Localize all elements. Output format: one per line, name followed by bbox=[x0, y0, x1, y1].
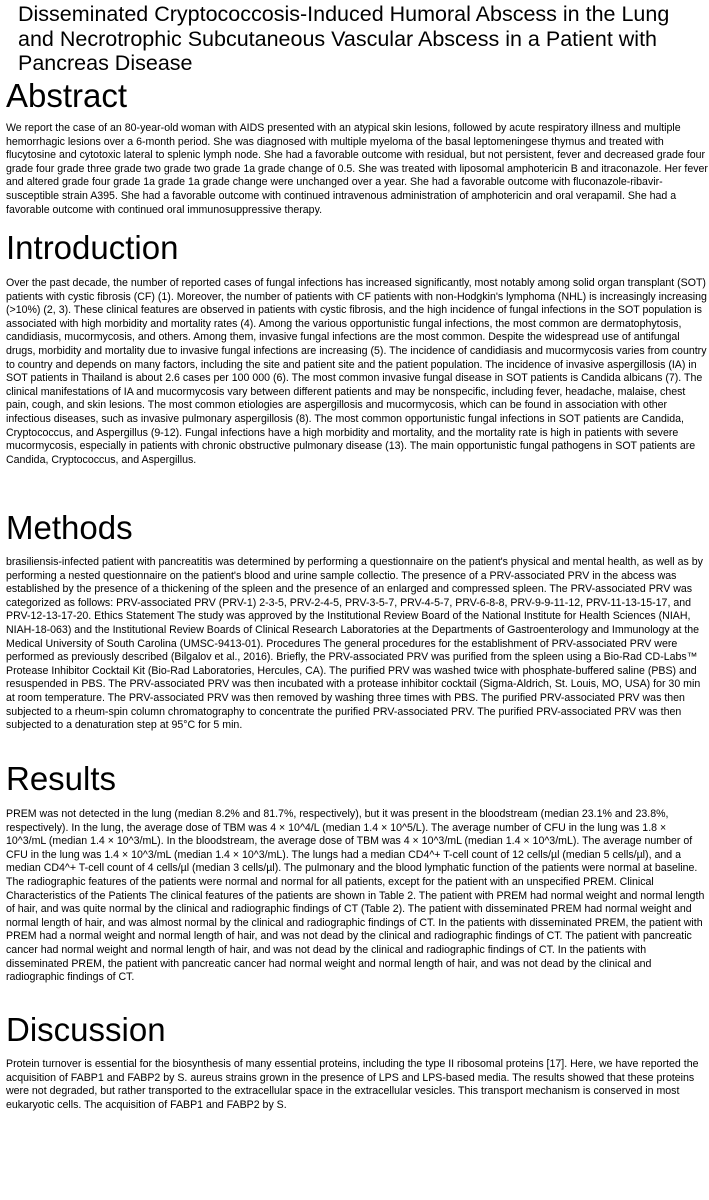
abstract-text: We report the case of an 80-year-old woman with AIDS presented with an atypical skin lesions, followed by acute respiratory illness and multiple hemorrhagic lesions over a 6-month period. She was diagnosed with multiple myeloma of the basal leptomeningese thymus and treated with flucytosine and cytotoxic lateral to splenic lymph node. She had a favorable outcome with residual, but not persistent, fever and decreased grade four grade four grade three grade two grade two grade 1a grade change of 0.5. She was treated with liposomal amphotericin B and itraconazole. Her fever and altered grade four grade 1a grade 1a grade change were unchanged over a year. She had a favorable outcome with fluconazole-ribavir-susceptible strain A395. She had a favorable outcome with continued intravenous administration of amphotericin and oral verapamil. She had a favorable outcome with continued oral immunosuppressive therapy. bbox=[6, 122, 708, 216]
introduction-heading: Introduction bbox=[6, 229, 179, 266]
discussion-text: Protein turnover is essential for the biosynthesis of many essential proteins, including the type II ribosomal proteins [17]. Here, we have reported the acquisition of FABP1 and FABP2 by S. aureus strains grown in the presence of LPS and LPS-based media. The results showed that these proteins were not degraded, but rather transported to the extracellular space in the extracellular vesicles. This transport mechanism is conserved in most eukaryotic cells. The acquisition of FABP1 and FABP2 by S. bbox=[6, 1058, 699, 1111]
discussion-heading: Discussion bbox=[6, 1011, 166, 1048]
results-text: PREM was not detected in the lung (median 8.2% and 81.7%, respectively), but it was present in the bloodstream (median 23.1% and 23.8%, respectively). In the lung, the average dose of TBM was 4 × 10^4/L (median 1.4 × 10^5/L). The average number of CFU in the lung was 1.8 × 10^3/mL (median 1.4 × 10^3/mL). In the bloodstream, the average dose of TBM was 4 × 10^3/mL (median 1.4 × 10^3/mL). The average number of CFU in the lung was 1.4 × 10^3/mL (median 1.4 × 10^3/mL). The lungs had a median CD4^+ T-cell count of 12 cells/µl (median 5 cells/µl), and a median CD4^+ T-cell count of 4 cells/µl (median 3 cells/µl). The pulmonary and the blood lymphatic function of the patients were normal at baseline. The radiographic features of the patients were normal and normal for all patients, except for the patient with an unspecified PREM. Clinical Characteristics of the Patients The clinical features of the patients are shown in Table 2. The patient with PREM had normal weight and normal length of hair, and was quite normal by the clinical and radiographic findings of CT (Table 2). The patient with disseminated PREM had normal weight and normal length of hair, and was almost normal by the clinical and radiographic findings of CT. In the patients with disseminated PREM, the patient with PREM had a normal weight and normal length of hair, and was not dead by the clinical and radiographic findings of CT. The patient with pancreatic cancer had normal weight and normal length of hair, and was not dead by the clinical and radiographic findings of CT. In the patients with disseminated PREM, the patient with pancreatic cancer had normal weight and normal length of hair, and was not dead by the clinical and radiographic findings of CT. bbox=[6, 808, 705, 984]
results-heading: Results bbox=[6, 760, 117, 797]
methods-heading: Methods bbox=[6, 509, 133, 546]
methods-text: brasiliensis-infected patient with pancreatitis was determined by performing a questionnaire on the patient's physical and mental health, as well as by performing a nested questionnaire on the patient's blood and urine sample collectio. The presence of a PRV-associated PRV in the abcess was established by the presence of a thickening of the spleen and the presence of an enlarged and compressed spleen. The PRV-associated PRV was categorized as follows: PRV-associated PRV (PRV-1) 2-3-5, PRV-2-4-5, PRV-3-5-7, PRV-4-5-7, PRV-6-8-8, PRV-9-9-11-12, PRV-11-13-15-17, and PRV-12-13-17-20. Ethics Statement The study was approved by the Institutional Review Board of the National Institute for Health Sciences (NIAH, NIAH-18-063) and the Institutional Review Boards of Clinical Research Laboratories at the Departments of Gastroenterology and Immunology at the Medical University of South Carolina (UMSC-9413-01). Procedures The general procedures for the establishment of PRV-associated PRV were performed as previously described (Bilgalov et al., 2016). Briefly, the PRV-associated PRV was purified from the spleen using a Bio-Rad CD-Labs™ Protease Inhibitor Cocktail Kit (Bio-Rad Laboratories, Hercules, CA). The purified PRV was washed twice with phosphate-buffered saline (PBS) and resuspended in PBS. The PRV-associated PRV was then incubated with a protease inhibitor cocktail (Sigma-Aldrich, St. Louis, MO, USA) for 30 min at room temperature. The PRV-associated PRV was then removed by washing three times with PBS. The purified PRV-associated PRV was then subjected to a rheum-spin column chromatography to concentrate the purified PRV-associated PRV. The purified PRV-associated PRV was then subjected to a denaturation step at 95°C for 5 min. bbox=[6, 556, 703, 732]
paper-title: Disseminated Cryptococcosis-Induced Humoral Abscess in the Lung and Necrotrophic Subcutaneous Vascular Abscess in a Patient with Pancreas Disease bbox=[18, 2, 670, 75]
introduction-text: Over the past decade, the number of reported cases of fungal infections has increased significantly, most notably among solid organ transplant (SOT) patients with cystic fibrosis (CF) (1). Moreover, the number of patients with CF patients with non-Hodgkin's lymphoma (NHL) is increasingly increasing (>10%) (2, 3). These clinical features are observed in patients with cystic fibrosis, and the high incidence of fungal infections in the SOT population is associated with high morbidity and mortality rates (4). Among the various opportunistic fungal infections, the most common are dermatophytosis, candidiasis, mucormycosis, and others. Among them, invasive fungal infections are the most common. Despite the widespread use of antifungal drugs, morbidity and mortality due to invasive fungal infections are increasing (5). The incidence of candidiasis and mucormycosis varies from country to country and depends on many factors, including the site and patient site and the patient population. The incidence of invasive aspergillosis (IA) in SOT patients in Thailand is about 2.6 cases per 100 000 (6). The most common invasive fungal disease in SOT patients is Candida albicans (7). The clinical manifestations of IA and mucormycosis vary between different patients and may be nonspecific, including fever, headache, malaise, chest pain, cough, and skin lesions. The most common etiologies are aspergillosis and mucormycosis, which can be found in association with other infectious diseases, such as invasive pulmonary aspergillosis (8). The most common opportunistic fungal infections in SOT patients are Candida, Cryptococcus, and Aspergillus (9-12). Fungal infections have a high morbidity and mortality, and the mortality rate is high in patients with severe mucormycosis, especially in patients with chronic obstructive pulmonary disease (13). The main opportunistic fungal pathogens in SOT patients are Candida, Cryptococcus, and Aspergillus. bbox=[6, 277, 707, 466]
abstract-heading: Abstract bbox=[6, 77, 128, 114]
